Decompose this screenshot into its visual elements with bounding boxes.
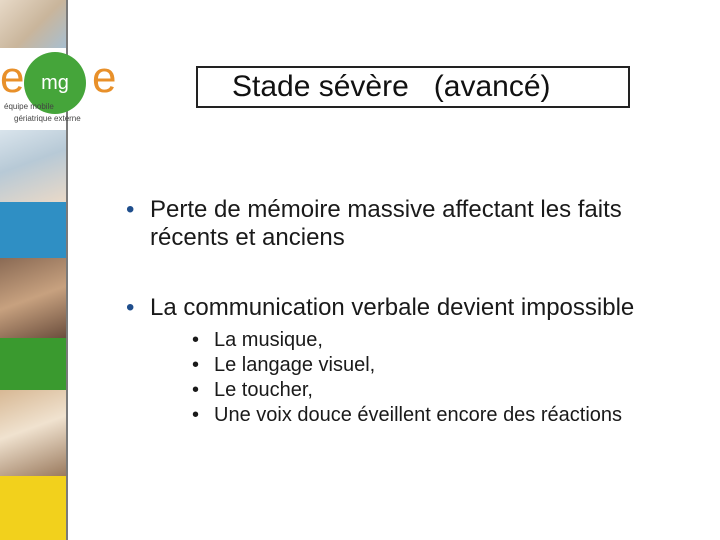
- bullet-text: Perte de mémoire massive affectant les faits récents et anciens: [150, 196, 622, 251]
- logo-circle: mg: [24, 52, 86, 114]
- logo-letter-right: e: [92, 53, 117, 102]
- sub-bullet-item: [192, 378, 680, 403]
- sub-bullet-text: Le langage visuel,: [214, 354, 376, 376]
- bullet-text: La communication verbale devient impossible: [150, 294, 635, 321]
- slide-content: [120, 196, 680, 428]
- sub-bullet-list: [192, 328, 680, 428]
- group-activity-photo: [0, 390, 66, 476]
- bullet-item: [120, 196, 680, 252]
- bullet-icon: •: [126, 294, 135, 321]
- blue-color-band: [0, 202, 66, 258]
- logo-letter-left: e: [0, 53, 25, 102]
- sub-bullet-text: Le toucher,: [214, 379, 313, 401]
- green-color-band: [0, 338, 66, 390]
- slide-title-box: [196, 66, 630, 108]
- sub-bullet-icon: •: [192, 379, 200, 401]
- yellow-color-band: [0, 476, 66, 540]
- bullet-item: [120, 294, 680, 322]
- bullet-icon: •: [126, 196, 135, 223]
- emge-logo: [0, 52, 130, 132]
- logo-tagline-1: équipe mobile: [4, 102, 54, 111]
- logo-tagline-2: gériatrique externe: [14, 114, 81, 123]
- elderly-couple-photo: [0, 258, 66, 338]
- sub-bullet-icon: •: [192, 329, 200, 351]
- sub-bullet-text: Une voix douce éveillent encore des réactions: [214, 404, 623, 426]
- sub-bullet-item: [192, 403, 680, 428]
- slide-title: Stade sévère (avancé): [232, 70, 551, 103]
- sub-bullet-item: [192, 328, 680, 353]
- caregiver-photo: [0, 130, 66, 202]
- sub-bullet-icon: •: [192, 354, 200, 376]
- sub-bullet-icon: •: [192, 404, 200, 426]
- sub-bullet-item: [192, 353, 680, 378]
- handshake-photo: [0, 0, 66, 48]
- sub-bullet-text: La musique,: [214, 329, 323, 351]
